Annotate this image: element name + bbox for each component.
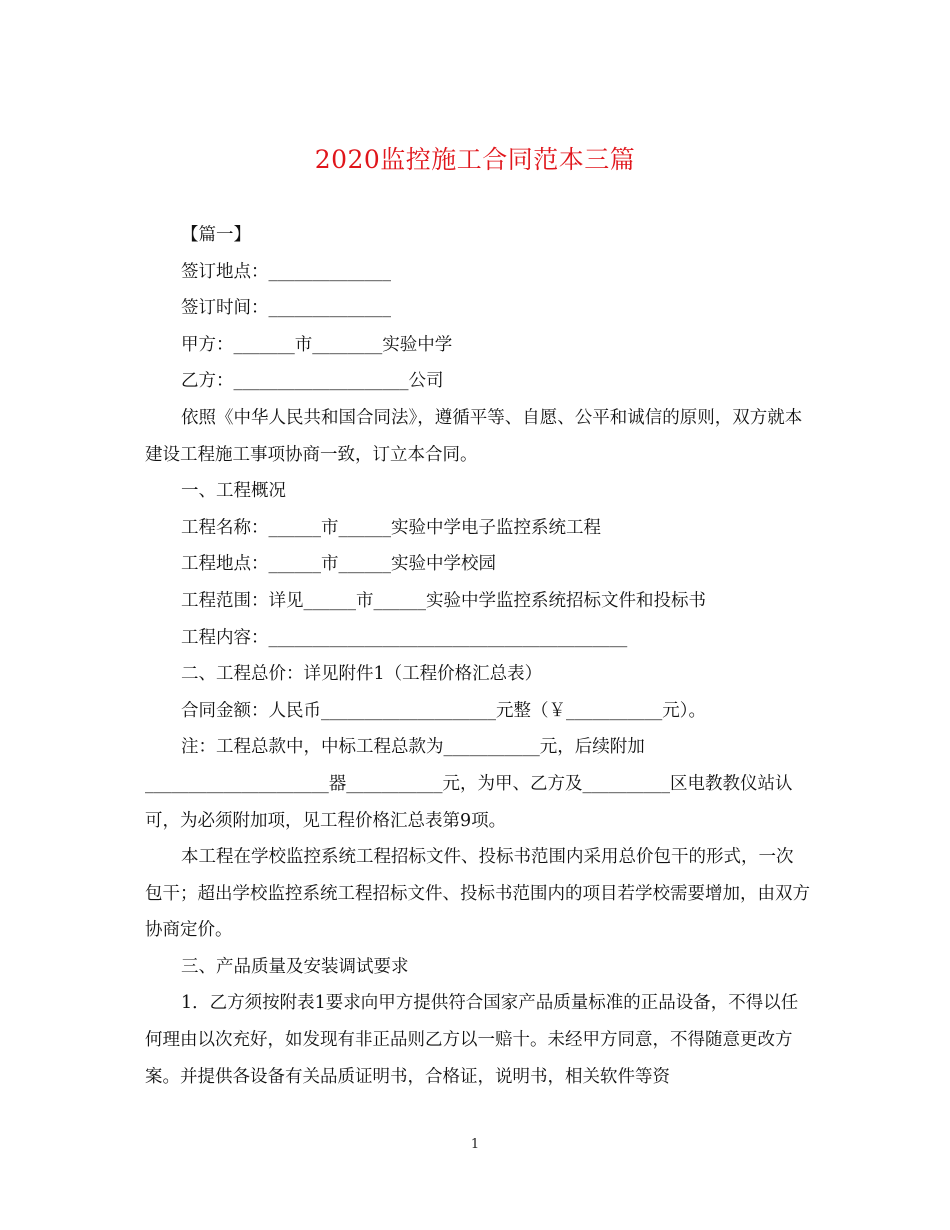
- contract-amount-line: 合同金额：人民币____________________元整（￥___________元）。: [181, 700, 706, 721]
- signing-place-line: 签订地点：______________: [181, 261, 391, 282]
- section-heading-overview: 一、工程概况: [181, 481, 286, 502]
- page-number: 1: [470, 1137, 480, 1152]
- document-body: [145, 217, 810, 1095]
- preamble-paragraph: 依照《中华人民共和国合同法》，遵循平等、自愿、公平和诚信的原则，双方就本建设工程施工事项协商一致，订立本合同。: [145, 407, 803, 465]
- section-heading-quality: 三、产品质量及安装调试要求: [181, 956, 409, 977]
- quality-clause-1: 1．乙方须按附表1要求向甲方提供符合国家产品质量标准的正品设备，不得以任何理由以次充好，如发现有非正品则乙方以一赔十。未经甲方同意，不得随意更改方案。并提供各设备有关品质证明书，合格证，说明书，相关软件等资: [145, 993, 799, 1087]
- project-scope-line: 工程范围：详见______市______实验中学监控系统招标文件和投标书: [181, 590, 706, 611]
- note-paragraph: 注：工程总款中，中标工程总款为___________元，后续附加_____________________器___________元，为甲、乙方及__________区电教教仪站认可，为必须附加项，见工程价格汇总表第9项。: [145, 737, 793, 831]
- party-b-line: 乙方：____________________公司: [181, 371, 444, 392]
- page-title: 2020监控施工合同范本三篇: [314, 145, 636, 174]
- project-content-line: 工程内容：_________________________________________: [181, 627, 628, 648]
- signing-time-line: 签订时间：______________: [181, 298, 391, 319]
- lump-sum-paragraph: 本工程在学校监控系统工程招标文件、投标书范围内采用总价包干的形式，一次包干；超出学校监控系统工程招标文件、投标书范围内的项目若学校需要增加，由双方协商定价。: [145, 847, 810, 941]
- section-heading-part-one: 【篇一】: [181, 225, 251, 245]
- party-a-line: 甲方：_______市________实验中学: [181, 334, 453, 355]
- project-location-line: 工程地点：______市______实验中学校园: [181, 554, 496, 575]
- section-heading-total-price: 二、工程总价：详见附件1（工程价格汇总表）: [181, 664, 543, 685]
- project-name-line: 工程名称：______市______实验中学电子监控系统工程: [181, 517, 601, 538]
